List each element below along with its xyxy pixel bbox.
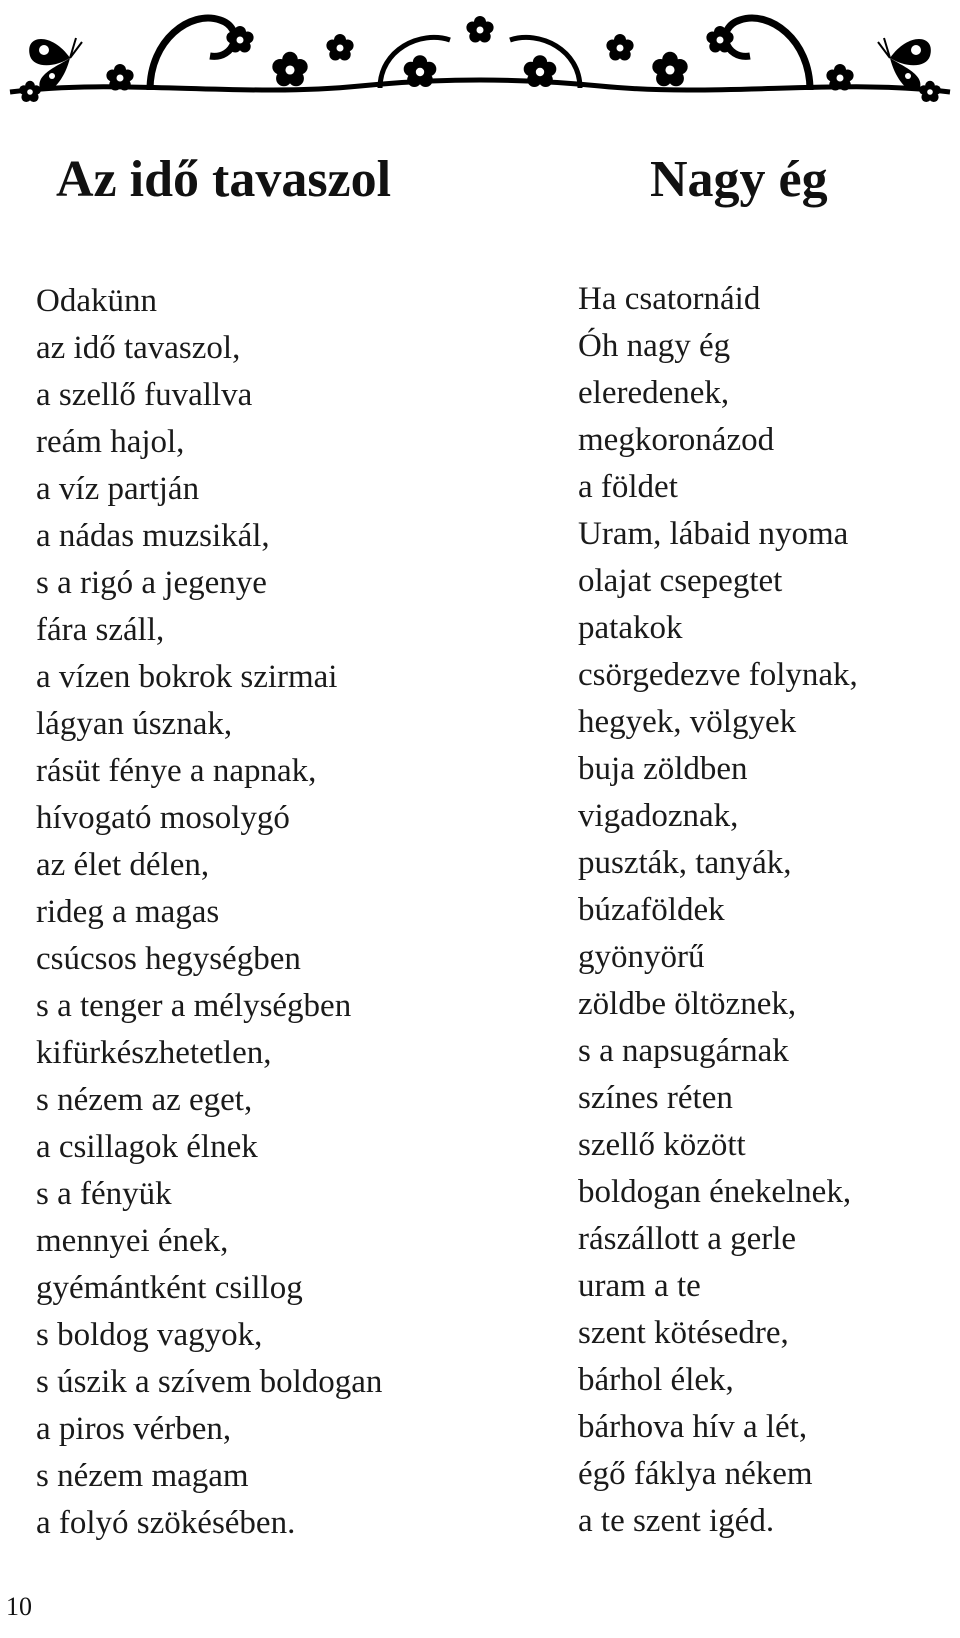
poem-line: puszták, tanyák, bbox=[578, 845, 792, 881]
poem-line: szent kötésedre, bbox=[578, 1315, 789, 1351]
right-poem bbox=[578, 150, 958, 1561]
poem-line: a víz partján bbox=[36, 471, 200, 507]
poem-line: kifürkészhetetlen, bbox=[36, 1035, 272, 1071]
poem-line: boldogan énekelnek, bbox=[578, 1174, 852, 1210]
poem-line: a szellő fuvallva bbox=[36, 377, 253, 413]
poem-line: rászállott a gerle bbox=[578, 1221, 797, 1257]
poem-line: búzaföldek bbox=[578, 892, 725, 928]
poem-line: színes réten bbox=[578, 1080, 733, 1116]
poem-line: a nádas muzsikál, bbox=[36, 518, 270, 554]
page-number: 10 bbox=[6, 1592, 32, 1621]
poem-line: s a rigó a jegenye bbox=[36, 565, 267, 601]
poem-line: s nézem az eget, bbox=[36, 1082, 253, 1118]
right-poem-lines bbox=[578, 276, 958, 1545]
poem-line: szellő között bbox=[578, 1127, 746, 1163]
poem-line: égő fáklya nékem bbox=[578, 1456, 813, 1492]
poem-line: hegyek, völgyek bbox=[578, 704, 797, 740]
poem-line: megkoronázod bbox=[578, 422, 775, 458]
poem-line: s a fényük bbox=[36, 1176, 172, 1212]
poem-line: s nézem magam bbox=[36, 1458, 249, 1494]
poem-line: s boldog vagyok, bbox=[36, 1317, 263, 1353]
poem-line: hívogató mosolygó bbox=[36, 800, 290, 836]
poem-line: Óh nagy ég bbox=[578, 328, 731, 364]
poem-line: fára száll, bbox=[36, 612, 165, 648]
poem-line: s a napsugárnak bbox=[578, 1033, 789, 1069]
poem-line: az idő tavaszol, bbox=[36, 330, 241, 366]
poem-line: Odakünn bbox=[36, 283, 157, 319]
poem-line: csúcsos hegységben bbox=[36, 941, 301, 977]
right-poem-title: Nagy ég bbox=[650, 151, 828, 208]
poem-line: Uram, lábaid nyoma bbox=[578, 516, 849, 552]
poem-line: mennyei ének, bbox=[36, 1223, 229, 1259]
poem-line: s úszik a szívem boldogan bbox=[36, 1364, 383, 1400]
poem-line: s a tenger a mélységben bbox=[36, 988, 352, 1024]
left-poem-lines bbox=[36, 278, 476, 1547]
poem-line: a piros vérben, bbox=[36, 1411, 232, 1447]
poem-line: buja zöldben bbox=[578, 751, 748, 787]
floral-butterfly-border-icon bbox=[0, 0, 960, 110]
poem-line: uram a te bbox=[578, 1268, 701, 1304]
poem-line: reám hajol, bbox=[36, 424, 185, 460]
poem-line: gyémántként csillog bbox=[36, 1270, 303, 1306]
poem-line: a folyó szökésében. bbox=[36, 1505, 296, 1541]
poem-line: rásüt fénye a napnak, bbox=[36, 753, 317, 789]
poem-line: az élet délen, bbox=[36, 847, 210, 883]
poem-line: csörgedezve folynak, bbox=[578, 657, 858, 693]
poem-line: rideg a magas bbox=[36, 894, 220, 930]
poem-line: bárhol élek, bbox=[578, 1362, 734, 1398]
poem-line: a földet bbox=[578, 469, 678, 505]
poem-line: patakok bbox=[578, 610, 683, 646]
poem-line: zöldbe öltöznek, bbox=[578, 986, 797, 1022]
poem-line: olajat csepegtet bbox=[578, 563, 783, 599]
left-poem-title: Az idő tavaszol bbox=[56, 151, 392, 208]
poem-line: lágyan úsznak, bbox=[36, 706, 233, 742]
poem-line: gyönyörű bbox=[578, 939, 705, 975]
poem-line: a csillagok élnek bbox=[36, 1129, 258, 1165]
left-poem bbox=[36, 150, 476, 1563]
poem-line: vigadoznak, bbox=[578, 798, 739, 834]
poem-line: a te szent igéd. bbox=[578, 1503, 775, 1539]
poem-line: Ha csatornáid bbox=[578, 281, 761, 317]
poem-line: bárhova hív a lét, bbox=[578, 1409, 808, 1445]
poem-line: eleredenek, bbox=[578, 375, 730, 411]
poem-line: a vízen bokrok szirmai bbox=[36, 659, 338, 695]
